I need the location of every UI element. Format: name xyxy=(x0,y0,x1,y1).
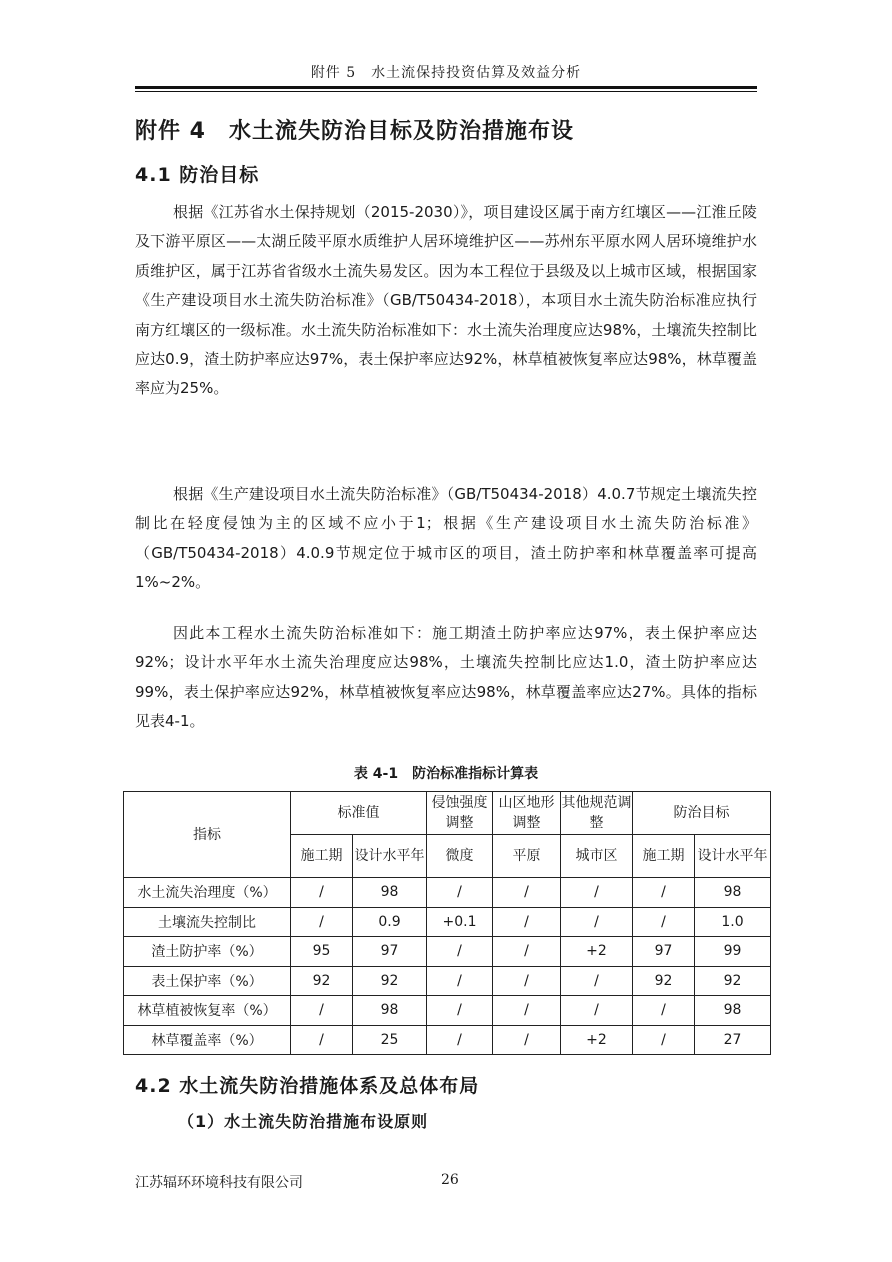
header-rule-thick xyxy=(135,86,757,89)
header-rule-thin xyxy=(135,91,757,92)
header-target-design-year: 设计水平年 xyxy=(695,835,771,878)
table-cell: 92 xyxy=(353,966,427,996)
table-cell: 土壤流失控制比 xyxy=(124,907,291,937)
paragraph-3: 因此本工程水土流失防治标准如下：施工期渣土防护率应达97%，表土保护率应达92%；设计水平年水土流失治理度应达98%，土壤流失控制比应达1.0，渣土防护率应达99%，表土保护率应达92%，林草植被恢复率应达98%，林草覆盖率应达27%。具体的指标见表4-1。 xyxy=(135,624,757,731)
table-cell: / xyxy=(427,966,493,996)
table-cell: 林草植被恢复率（%） xyxy=(124,996,291,1026)
header-erosion-adjust: 侵蚀强度调整 xyxy=(427,792,493,835)
table-cell: / xyxy=(427,878,493,908)
header-other-sub: 城市区 xyxy=(561,835,633,878)
table-cell: 95 xyxy=(291,937,353,967)
table-cell: 0.9 xyxy=(353,907,427,937)
table-cell: / xyxy=(493,996,561,1026)
table-cell: / xyxy=(493,878,561,908)
table-cell: 97 xyxy=(353,937,427,967)
table-cell: 98 xyxy=(353,878,427,908)
header-construction: 施工期 xyxy=(291,835,353,878)
header-terrain-adjust: 山区地形调整 xyxy=(493,792,561,835)
running-header: 附件 5 水土流保持投资估算及效益分析 xyxy=(310,65,582,81)
table-row xyxy=(124,907,771,937)
header-erosion-sub: 微度 xyxy=(427,835,493,878)
table-cell: 渣土防护率（%） xyxy=(124,937,291,967)
table-cell: / xyxy=(561,966,633,996)
table-cell: / xyxy=(633,996,695,1026)
table-cell: / xyxy=(291,1025,353,1055)
table-cell: +2 xyxy=(561,1025,633,1055)
table-cell: +0.1 xyxy=(427,907,493,937)
table-row xyxy=(124,966,771,996)
table-cell: 97 xyxy=(633,937,695,967)
table-cell: / xyxy=(291,996,353,1026)
table-cell: / xyxy=(427,996,493,1026)
header-target-construction: 施工期 xyxy=(633,835,695,878)
standards-table xyxy=(123,791,771,1055)
table-cell: / xyxy=(493,966,561,996)
table-cell: / xyxy=(633,1025,695,1055)
table-cell: / xyxy=(493,1025,561,1055)
table-cell: 92 xyxy=(291,966,353,996)
table-cell: / xyxy=(561,907,633,937)
table-cell: / xyxy=(427,1025,493,1055)
table-cell: / xyxy=(561,878,633,908)
header-design-year: 设计水平年 xyxy=(353,835,427,878)
table-cell: 1.0 xyxy=(695,907,771,937)
table-cell: 水土流失治理度（%） xyxy=(124,878,291,908)
header-other-adjust: 其他规范调整 xyxy=(561,792,633,835)
table-row xyxy=(124,878,771,908)
table-cell: +2 xyxy=(561,937,633,967)
header-indicator: 指标 xyxy=(124,792,291,878)
subheading-principles: （1）水土流失防治措施布设原则 xyxy=(178,1112,429,1131)
page-title: 附件 4 水土流失防治目标及防治措施布设 xyxy=(135,119,574,144)
table-row xyxy=(124,937,771,967)
table-row xyxy=(124,996,771,1026)
table-cell: 林草覆盖率（%） xyxy=(124,1025,291,1055)
table-cell: / xyxy=(291,878,353,908)
table-cell: / xyxy=(633,878,695,908)
table-cell: 25 xyxy=(353,1025,427,1055)
footer-company: 江苏辐环环境科技有限公司 xyxy=(135,1175,303,1191)
header-terrain-sub: 平原 xyxy=(493,835,561,878)
table-cell: 99 xyxy=(695,937,771,967)
table-cell: 92 xyxy=(695,966,771,996)
section-heading-4-1: 4.1 防治目标 xyxy=(135,164,260,186)
page-number: 26 xyxy=(441,1172,459,1188)
table-cell: 92 xyxy=(633,966,695,996)
table-cell: 98 xyxy=(695,996,771,1026)
header-target: 防治目标 xyxy=(633,792,771,835)
table-cell: / xyxy=(291,907,353,937)
table-caption: 表 4-1 防治标准指标计算表 xyxy=(353,766,539,782)
paragraph-2: 根据《生产建设项目水土流失防治标准》（GB/T50434-2018）4.0.7节规定土壤流失控制比在轻度侵蚀为主的区域不应小于1；根据《生产建设项目水土流失防治标准》（GB/T50434-2018）4.0.9节规定位于城市区的项目，渣土防护率和林草覆盖率可提高1%~2%。 xyxy=(135,485,757,592)
table-cell: / xyxy=(493,937,561,967)
table-cell: 表土保护率（%） xyxy=(124,966,291,996)
table-cell: / xyxy=(427,937,493,967)
paragraph-1: 根据《江苏省水土保持规划（2015-2030）》，项目建设区属于南方红壤区——江淮丘陵及下游平原区——太湖丘陵平原水质维护人居环境维护区——苏州东平原水网人居环境维护水质维护区，属于江苏省省级水土流失易发区。因为本工程位于县级及以上城市区域，根据国家《生产建设项目水土流失防治标准》（GB/T50434-2018），本项目水土流失防治标准应执行南方红壤区的一级标准。水土流失防治标准如下：水土流失治理度应达98%，土壤流失控制比应达0.9，渣土防护率应达97%，表土保护率应达92%，林草植被恢复率应达98%，林草覆盖率应为25%。 xyxy=(135,203,757,398)
table-row xyxy=(124,1025,771,1055)
table-cell: 98 xyxy=(695,878,771,908)
table-cell: 98 xyxy=(353,996,427,1026)
section-heading-4-2: 4.2 水土流失防治措施体系及总体布局 xyxy=(135,1075,480,1097)
header-standard: 标准值 xyxy=(291,792,427,835)
table-cell: / xyxy=(633,907,695,937)
table-cell: / xyxy=(561,996,633,1026)
table-cell: 27 xyxy=(695,1025,771,1055)
table-cell: / xyxy=(493,907,561,937)
